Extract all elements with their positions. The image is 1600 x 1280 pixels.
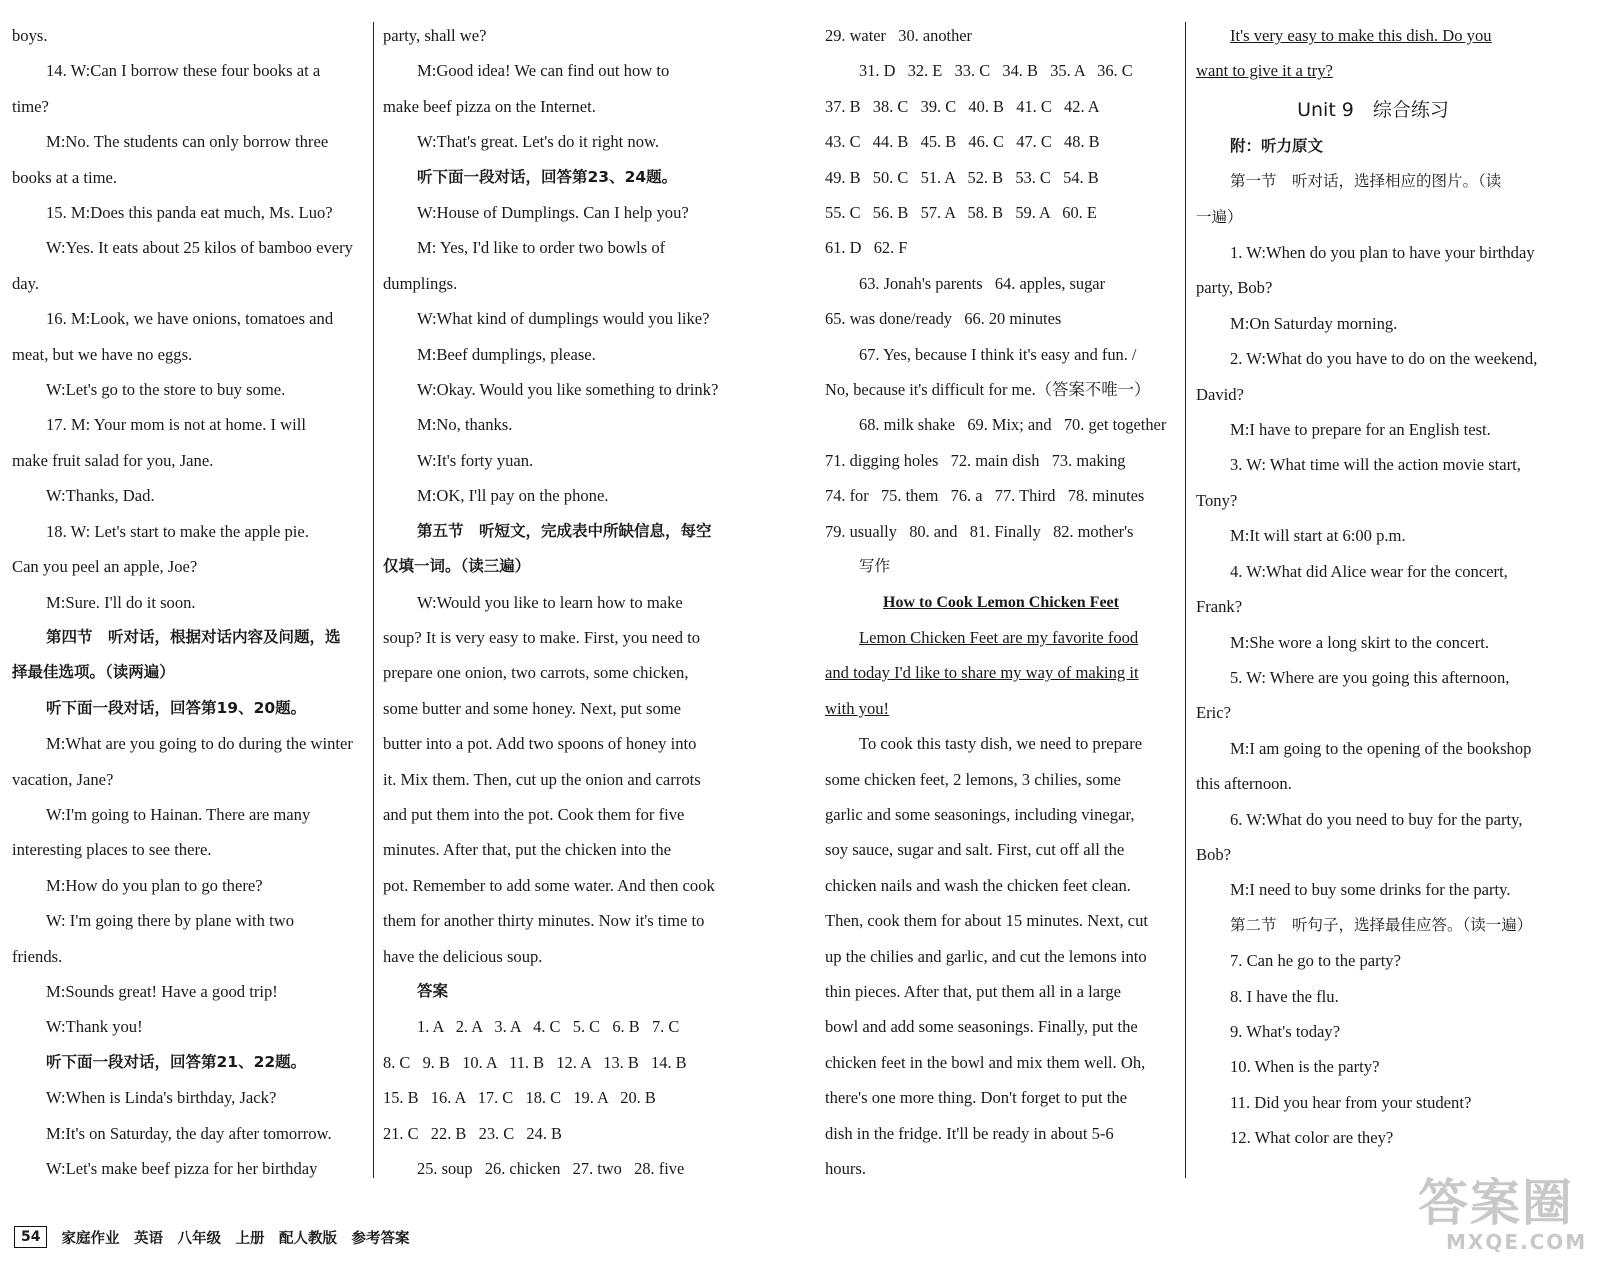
text-line: 6. W:What do you need to buy for the party,: [1230, 809, 1523, 829]
text-line: M:Beef dumplings, please.: [417, 344, 596, 364]
text-line: M:I have to prepare for an English test.: [1230, 420, 1491, 440]
text-line: have the delicious soup.: [383, 946, 543, 966]
text-line: W:House of Dumplings. Can I help you?: [417, 203, 689, 223]
answer-row: 49. B 50. C 51. A 52. B 53. C 54. B: [825, 167, 1099, 187]
text-line: Bob?: [1196, 844, 1232, 864]
answer-row: 8. C 9. B 10. A 11. B 12. A 13. B 14. B: [383, 1052, 687, 1072]
text-line: books at a time.: [12, 167, 118, 187]
text-line: M:Sure. I'll do it soon.: [46, 592, 196, 612]
page-number: 54: [14, 1226, 47, 1248]
text-line: M:On Saturday morning.: [1230, 313, 1398, 333]
answer-row: 25. soup 26. chicken 27. two 28. five: [417, 1159, 685, 1178]
text-line: M:How do you plan to go there?: [46, 875, 263, 895]
essay-line: there's one more thing. Don't forget to put the: [825, 1088, 1127, 1108]
text-line: pot. Remember to add some water. And then cook: [383, 875, 715, 895]
text-line: 14. W:Can I borrow these four books at a: [46, 61, 321, 81]
essay-line: chicken feet in the bowl and mix them well. Oh,: [825, 1052, 1146, 1072]
text-line: day.: [12, 273, 40, 293]
essay-title: How to Cook Lemon Chicken Feet: [883, 593, 1119, 611]
text-line: M:No, thanks.: [417, 415, 513, 435]
text-line: M:It's on Saturday, the day after tomorrow.: [46, 1123, 332, 1143]
watermark-url: MXQE.COM: [1446, 1230, 1588, 1254]
text-line: M:What are you going to do during the winter: [46, 734, 353, 754]
text-line: dumplings.: [383, 273, 458, 293]
section-heading: 第一节 听对话，选择相应的图片。（读: [1230, 172, 1502, 191]
text-line: 8. I have the flu.: [1230, 986, 1339, 1006]
column-3: [825, 18, 1177, 1186]
text-line: 4. W:What did Alice wear for the concert,: [1230, 561, 1508, 581]
text-line: soup? It is very easy to make. First, you need to: [383, 627, 701, 647]
appendix-heading: 附：听力原文: [1230, 136, 1324, 155]
footer-text: 家庭作业 英语 八年级 上册 配人教版 参考答案: [61, 1230, 410, 1247]
text-line: make fruit salad for you, Jane.: [12, 450, 214, 470]
answer-row: 31. D 32. E 33. C 34. B 35. A 36. C: [859, 61, 1133, 81]
answer-row: 1. A 2. A 3. A 4. C 5. C 6. B 7. C: [417, 1017, 680, 1037]
instruction: 听下面一段对话，回答第23、24题。: [417, 167, 678, 186]
text-line: time?: [12, 96, 49, 116]
text-line: M:OK, I'll pay on the phone.: [417, 486, 609, 506]
answers-heading: 答案: [417, 981, 449, 1000]
answer-row: 71. digging holes 72. main dish 73. making: [825, 450, 1126, 470]
column-divider: [1185, 22, 1186, 1178]
text-line: M:Sounds great! Have a good trip!: [46, 981, 278, 1001]
text-line: M:No. The students can only borrow three: [46, 132, 329, 152]
watermark-text: 答案圈: [1418, 1174, 1574, 1232]
section-heading: 第二节 听句子，选择最佳应答。（读一遍）: [1230, 915, 1533, 934]
answer-row: 74. for 75. them 76. a 77. Third 78. minutes: [825, 486, 1145, 506]
text-line: this afternoon.: [1196, 774, 1292, 794]
text-line: 15. M:Does this panda eat much, Ms. Luo?: [46, 203, 333, 223]
essay-line: bowl and add some seasonings. Finally, put the: [825, 1017, 1138, 1037]
section-heading: 一遍）: [1196, 207, 1243, 226]
answer-row: 29. water 30. another: [825, 26, 973, 45]
text-line: 7. Can he go to the party?: [1230, 951, 1401, 971]
text-line: 2. W:What do you have to do on the weekend,: [1230, 349, 1538, 369]
text-line: 12. What color are they?: [1230, 1128, 1394, 1148]
essay-intro-line: Lemon Chicken Feet are my favorite food: [859, 627, 1139, 647]
text-line: M:It will start at 6:00 p.m.: [1230, 526, 1406, 546]
text-line: make beef pizza on the Internet.: [383, 96, 596, 116]
essay-line: dish in the fridge. It'll be ready in about 5-6: [825, 1123, 1114, 1143]
text-line: minutes. After that, put the chicken into the: [383, 840, 672, 860]
section-heading: 仅填一词。（读三遍）: [383, 557, 531, 576]
text-line: M:I need to buy some drinks for the party.: [1230, 880, 1511, 900]
essay-line: soy sauce, sugar and salt. First, cut off all the: [825, 840, 1125, 860]
text-line: W:Let's make beef pizza for her birthday: [46, 1159, 318, 1178]
text-line: 10. When is the party?: [1230, 1057, 1380, 1077]
instruction: 听下面一段对话，回答第19、20题。: [46, 698, 307, 717]
essay-line: some chicken feet, 2 lemons, 3 chilies, some: [825, 769, 1121, 789]
text-line: and put them into the pot. Cook them for five: [383, 804, 685, 824]
text-line: boys.: [12, 26, 48, 45]
answer-row: 43. C 44. B 45. B 46. C 47. C 48. B: [825, 132, 1100, 152]
text-line: party, Bob?: [1196, 278, 1273, 298]
text-line: W:When is Linda's birthday, Jack?: [46, 1088, 277, 1108]
text-line: W:Yes. It eats about 25 kilos of bamboo every: [46, 238, 353, 258]
text-line: prepare one onion, two carrots, some chicken,: [383, 663, 689, 683]
essay-line: chicken nails and wash the chicken feet clean.: [825, 875, 1131, 895]
text-line: 3. W: What time will the action movie start,: [1230, 455, 1521, 475]
text-line: 1. W:When do you plan to have your birthday: [1230, 243, 1535, 263]
text-line: W:Would you like to learn how to make: [417, 592, 683, 612]
essay-line: hours.: [825, 1159, 867, 1178]
instruction: 听下面一段对话，回答第21、22题。: [46, 1052, 307, 1071]
text-line: M: Yes, I'd like to order two bowls of: [417, 238, 666, 258]
text-line: friends.: [12, 946, 63, 966]
column-1: [12, 18, 366, 1186]
text-line: W:Let's go to the store to buy some.: [46, 380, 286, 400]
essay-line: garlic and some seasonings, including vinegar,: [825, 804, 1135, 824]
text-line: W:That's great. Let's do it right now.: [417, 132, 660, 152]
text-line: M:She wore a long skirt to the concert.: [1230, 632, 1489, 652]
text-line: W:It's forty yuan.: [417, 450, 534, 470]
text-line: them for another thirty minutes. Now it's time to: [383, 911, 705, 931]
text-line: David?: [1196, 384, 1244, 404]
text-line: W:Thank you!: [46, 1017, 143, 1037]
text-line: W:Thanks, Dad.: [46, 486, 155, 506]
answer-row: 61. D 62. F: [825, 238, 908, 258]
essay-line: Then, cook them for about 15 minutes. Next, cut: [825, 911, 1149, 931]
text-line: 16. M:Look, we have onions, tomatoes and: [46, 309, 334, 329]
text-line: W:What kind of dumplings would you like?: [417, 309, 710, 329]
text-line: Frank?: [1196, 597, 1243, 617]
answer-row: No, because it's difficult for me.（答案不唯一）: [825, 380, 1151, 400]
column-4: [1196, 18, 1550, 1156]
essay-line: up the chilies and garlic, and cut the lemons into: [825, 946, 1147, 966]
answer-row: 68. milk shake 69. Mix; and 70. get together: [859, 415, 1167, 435]
answer-row: 37. B 38. C 39. C 40. B 41. C 42. A: [825, 96, 1100, 116]
text-line: some butter and some honey. Next, put some: [383, 698, 682, 718]
text-line: 18. W: Let's start to make the apple pie.: [46, 521, 309, 541]
watermark-logo: [1418, 1176, 1600, 1272]
text-line: Eric?: [1196, 703, 1232, 723]
answer-row: 79. usually 80. and 81. Finally 82. mother's: [825, 521, 1134, 541]
text-line: Tony?: [1196, 490, 1238, 510]
section-heading: 第四节 听对话，根据对话内容及问题，选: [46, 627, 341, 646]
section-heading: 第五节 听短文，完成表中所缺信息，每空: [417, 521, 712, 540]
text-line: vacation, Jane?: [12, 769, 114, 789]
text-line: meat, but we have no eggs.: [12, 344, 193, 364]
answer-row: 63. Jonah's parents 64. apples, sugar: [859, 273, 1106, 293]
text-line: W:I'm going to Hainan. There are many: [46, 804, 311, 824]
column-divider: [373, 22, 374, 1178]
text-line: W:Okay. Would you like something to drink?: [417, 380, 719, 400]
answer-row: 65. was done/ready 66. 20 minutes: [825, 309, 1062, 329]
essay-line: thin pieces. After that, put them all in a large: [825, 981, 1121, 1001]
section-heading: 择最佳选项。（读两遍）: [12, 663, 175, 682]
text-line: party, shall we?: [383, 26, 487, 45]
text-line: W: I'm going there by plane with two: [46, 911, 294, 931]
essay-closing-line: want to give it a try?: [1196, 61, 1333, 81]
column-2: [383, 18, 735, 1186]
essay-line: To cook this tasty dish, we need to prepare: [859, 734, 1143, 754]
essay-intro-line: with you!: [825, 698, 890, 718]
text-line: it. Mix them. Then, cut up the onion and carrots: [383, 769, 701, 789]
unit-title: Unit 9 综合练习: [1297, 98, 1449, 121]
page-footer: [14, 1224, 409, 1250]
text-line: 9. What's today?: [1230, 1021, 1341, 1041]
essay-intro-line: and today I'd like to share my way of making it: [825, 663, 1139, 683]
text-line: 5. W: Where are you going this afternoon,: [1230, 667, 1510, 687]
essay-closing-line: It's very easy to make this dish. Do you: [1230, 26, 1492, 45]
answer-row: 21. C 22. B 23. C 24. B: [383, 1123, 562, 1143]
text-line: interesting places to see there.: [12, 840, 212, 860]
answer-row: 55. C 56. B 57. A 58. B 59. A 60. E: [825, 203, 1097, 223]
text-line: 17. M: Your mom is not at home. I will: [46, 415, 306, 435]
text-line: M:I am going to the opening of the bookshop: [1230, 738, 1532, 758]
answer-row: 67. Yes, because I think it's easy and fun. /: [859, 344, 1137, 364]
text-line: butter into a pot. Add two spoons of honey into: [383, 734, 697, 754]
answer-row: 15. B 16. A 17. C 18. C 19. A 20. B: [383, 1088, 656, 1108]
writing-heading: 写作: [859, 557, 891, 576]
text-line: M:Good idea! We can find out how to: [417, 61, 670, 81]
text-line: 11. Did you hear from your student?: [1230, 1092, 1472, 1112]
text-line: Can you peel an apple, Joe?: [12, 557, 198, 577]
